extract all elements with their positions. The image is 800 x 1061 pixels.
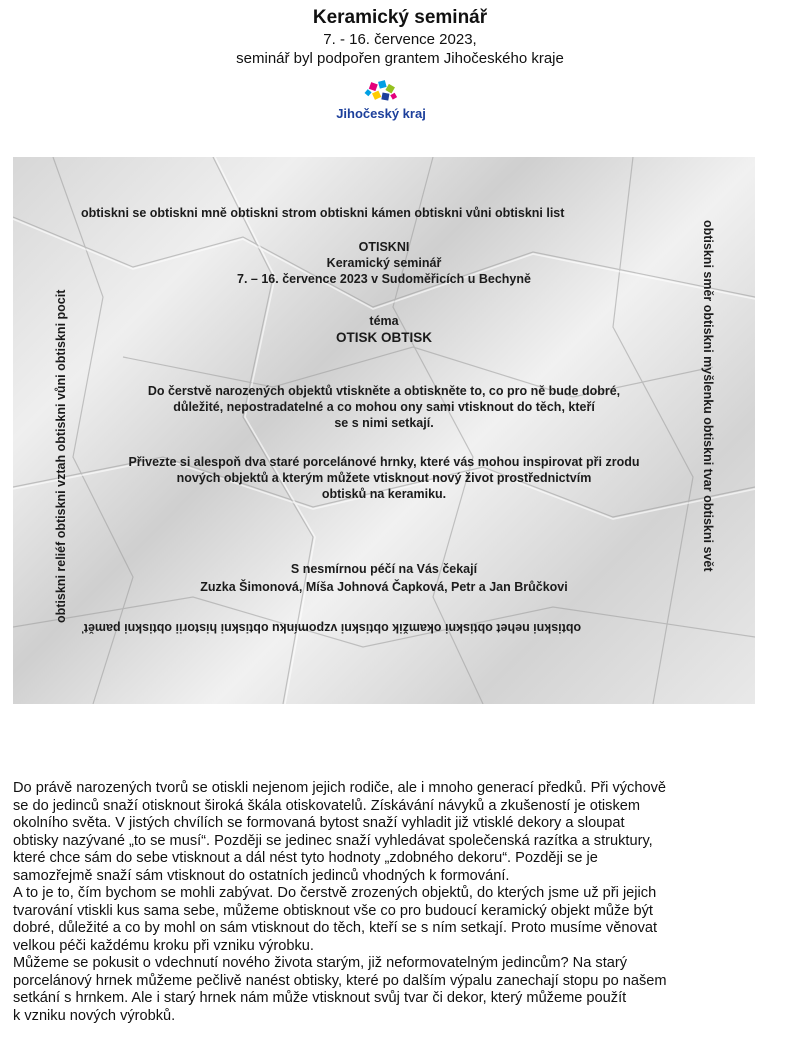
poster-para2-line1: Přivezte si alespoň dva staré porcelánové hrnky, které vás mohou inspirovat při zrodu — [128, 455, 640, 469]
body-line: dobré, důležité a co by mohl on sám vtisknout do těch, kteří se s ním setkají. Proto musíme věnovat — [13, 920, 658, 936]
poster-closing-1: S nesmírnou péčí na Vás čekají — [290, 562, 478, 576]
body-line: A to je to, čím bychom se mohli zabývat. Do čerstvě zrozených objektů, do kterých jsme už při jejich — [13, 885, 657, 901]
border-text-left: obtiskni reliéf obtiskni vztah obtiskni vůni obtiskni pocit — [54, 289, 68, 623]
body-line: okolního světa. V jistých chvílích se formovaná bytost snaží vyhladit již vtisklé dekory a sloupat — [13, 815, 625, 831]
poster-image — [13, 157, 755, 704]
body-line: tvarování vtiskli kus sama sebe, můžeme obtisknout vše co pro budoucí keramický objekt může být — [13, 902, 653, 919]
poster-para2-line2: nových objektů a kterým můžete vtisknout nový život prostřednictvím — [176, 471, 592, 485]
border-text-right: obtiskni směr obtiskni myšlenku obtiskni tvar obtiskni svět — [701, 220, 715, 572]
body-line: které chce sám do sebe vtisknout a dál nést tyto hodnoty „zdobného dekoru“. Později se je — [13, 850, 598, 866]
poster-heading-3: 7. – 16. července 2023 v Sudoměřicích u Bechyně — [237, 272, 531, 286]
body-line: samozřejmě snaží sám vtisknout do ostatních jedinců vhodných k formování. — [13, 867, 510, 884]
article-body — [13, 780, 793, 1025]
body-line: Do právě narozených tvorů se otiskli nejenom jejich rodiče, ale i mnoho generací předků. Při výchově — [13, 780, 666, 796]
body-line: porcelánový hrnek můžeme pečlivě nanést obtisky, které po dalším výpalu zanechají stopu po našem — [13, 972, 667, 989]
poster-closing-2: Zuzka Šimonová, Míša Johnová Čapková, Petr a Jan Brůčkovi — [200, 580, 568, 594]
logo-mark-icon — [326, 80, 436, 106]
poster-heading-2: Keramický seminář — [326, 256, 442, 270]
logo-text: Jihočeský kraj — [336, 106, 426, 121]
poster-theme: OTISK OBTISK — [335, 330, 432, 345]
poster-para1-line3: se s nimi setkají. — [334, 416, 434, 430]
grant-note: seminář byl podpořen grantem Jihočeského kraje — [236, 50, 564, 67]
jihocesky-kraj-logo — [326, 80, 436, 126]
border-text-bottom: obtiskni nehet obtiskni okamžik obtiskni vzpomínku obtiskni historii obtiskni paměť — [82, 621, 582, 635]
body-line: velkou péči každému kroku při vzniku výrobku. — [13, 937, 314, 954]
poster-theme-label: téma — [369, 314, 399, 328]
poster-para1-line1: Do čerstvě narozených objektů vtiskněte a obtiskněte to, co pro ně bude dobré, — [147, 384, 621, 398]
page-title: Keramický seminář — [312, 7, 488, 28]
poster-heading-1: OTISKNI — [358, 240, 410, 254]
poster-para1-line2: důležité, nepostradatelné a co mohou ony sami vtisknout do těch, kteří — [173, 400, 595, 414]
seminar-dates: 7. - 16. července 2023, — [323, 31, 477, 48]
border-text-top: obtiskni se obtiskni mně obtiskni strom obtiskni kámen obtiskni vůni obtiskni list — [81, 206, 565, 220]
body-line: se do jedinců snaží otisknout široká škála otiskovatelů. Získávání návyků a zkušeností je otiskem — [13, 797, 641, 814]
body-line: setkání s hrnkem. Ale i starý hrnek nám může vtisknout svůj tvar či dekor, který můžeme použít — [13, 990, 627, 1006]
body-line: Můžeme se pokusit o vdechnutí nového života starým, již neformovatelným jedincům? Na starý — [13, 955, 628, 971]
body-line: k vzniku nových výrobků. — [13, 1007, 176, 1024]
poster-para2-line3: obtisků na keramiku. — [321, 487, 447, 501]
header — [0, 6, 800, 68]
body-line: obtisky nazývané „to se musí“. Později se jedinec snaží vyhledávat společenská razítka a struktury, — [13, 832, 653, 849]
